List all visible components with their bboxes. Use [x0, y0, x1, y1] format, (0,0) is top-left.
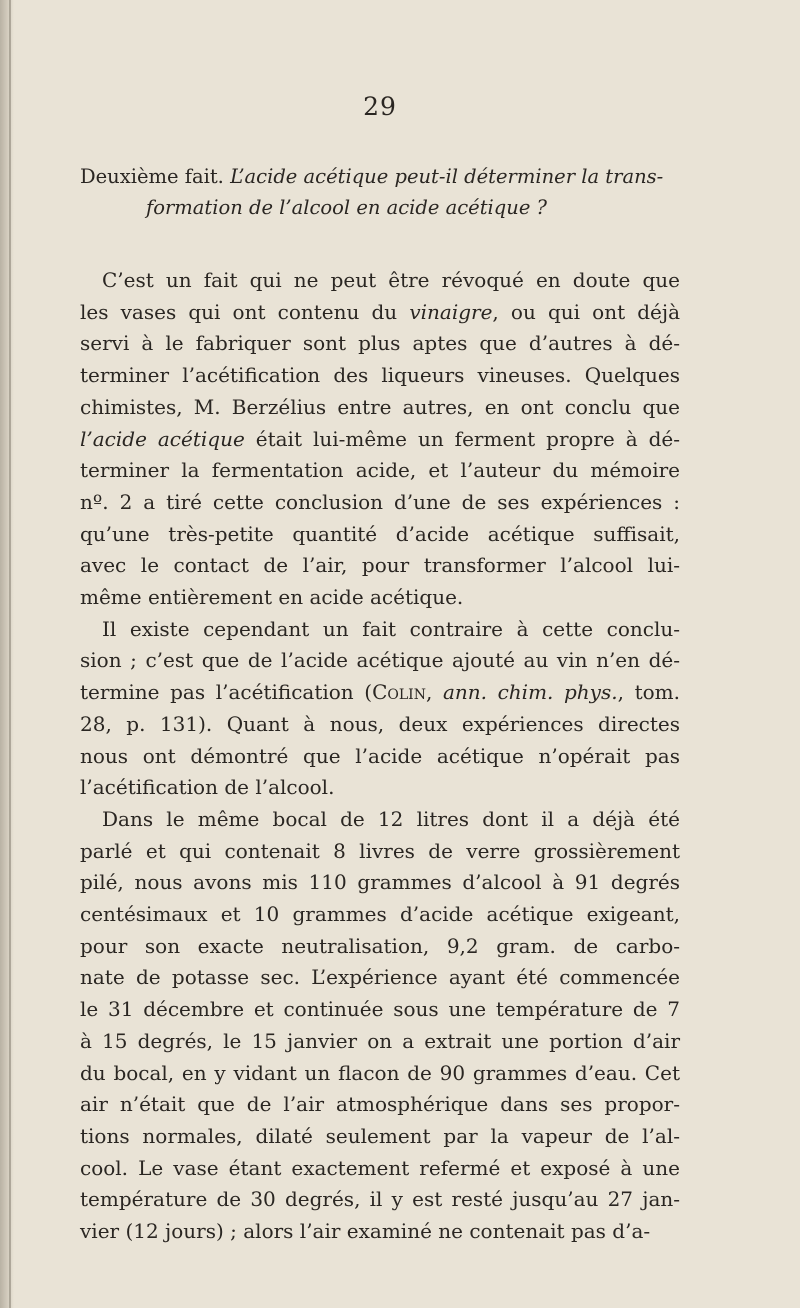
text-line	[80, 1058, 680, 1090]
text-segment: les vases qui ont contenu du	[80, 299, 410, 324]
text-segment: nate de potasse sec. L’expérience ayant été commencée	[80, 965, 680, 990]
text-segment: nº. 2 a tiré cette conclusion d’une de ses expériences :	[80, 489, 680, 514]
paragraph	[80, 804, 680, 1248]
section-heading	[80, 161, 680, 223]
binding-edge	[9, 0, 11, 1308]
text-line	[80, 804, 680, 836]
text-segment: 28, p. 131). Quant à nous, deux expériences directes	[80, 711, 680, 736]
text-segment: servi à le fabriquer sont plus aptes que d’autres à dé-	[80, 331, 680, 356]
text-line	[80, 741, 680, 773]
text-line	[80, 328, 680, 360]
paragraph	[80, 265, 680, 614]
text-segment: vier (12 jours) ; alors l’air examiné ne contenait pas d’a-	[80, 1219, 651, 1244]
text-line	[80, 1026, 680, 1058]
text-segment: avec le contact de l’air, pour transformer l’alcool lui-	[80, 553, 680, 578]
text-line	[80, 297, 680, 329]
italic-text: ann. chim. phys.	[442, 680, 618, 705]
text-line	[80, 487, 680, 519]
text-segment: à 15 degrés, le 15 janvier on a extrait une portion d’air	[80, 1028, 680, 1053]
small-caps-text: Colin	[372, 680, 426, 705]
text-line	[80, 519, 680, 551]
heading-title-line1: L’acide acétique peut-il déterminer la trans-	[230, 165, 664, 188]
text-line	[80, 265, 680, 297]
text-line	[80, 424, 680, 456]
italic-text: vinaigre	[409, 299, 493, 324]
text-segment: , tom.	[617, 680, 680, 705]
text-segment: air n’était que de l’air atmosphérique dans ses propor-	[80, 1092, 680, 1117]
text-line	[80, 1089, 680, 1121]
text-segment: parlé et qui contenait 8 livres de verre grossièrement	[80, 838, 680, 863]
text-segment: même entièrement en acide acétique.	[80, 585, 464, 610]
text-segment: terminer l’acétification des liqueurs vineuses. Quelques	[80, 363, 680, 388]
text-line	[80, 645, 680, 677]
text-segment: cool. Le vase étant exactement refermé et exposé à une	[80, 1155, 680, 1180]
text-segment: le 31 décembre et continuée sous une température de 7	[80, 997, 680, 1022]
text-segment: tions normales, dilaté seulement par la vapeur de l’al-	[80, 1123, 680, 1148]
text-segment: ,	[425, 680, 443, 705]
text-line	[80, 1184, 680, 1216]
text-segment: termine pas l’acétification (	[80, 680, 373, 705]
text-segment: centésimaux et 10 grammes d’acide acétique exigeant,	[80, 902, 680, 927]
text-line	[80, 931, 680, 963]
text-line	[80, 392, 680, 424]
text-line	[80, 962, 680, 994]
text-segment: l’acétification de l’alcool.	[80, 775, 335, 800]
text-line	[80, 1121, 680, 1153]
text-line	[80, 709, 680, 741]
page-number: 29	[363, 92, 397, 121]
page-gutter-shadow	[0, 0, 14, 1308]
text-line	[80, 772, 680, 804]
text-segment: sion ; c’est que de l’acide acétique ajouté au vin n’en dé-	[80, 648, 680, 673]
body-text	[80, 265, 680, 1248]
text-line	[80, 836, 680, 868]
text-segment: pour son exacte neutralisation, 9,2 gram. de carbo-	[80, 933, 680, 958]
text-segment: pilé, nous avons mis 110 grammes d’alcool à 91 degrés	[80, 870, 680, 895]
book-page	[80, 92, 680, 1248]
text-segment: du bocal, en y vidant un flacon de 90 grammes d’eau. Cet	[80, 1060, 680, 1085]
text-line	[80, 1216, 680, 1248]
text-segment: nous ont démontré que l’acide acétique n’opérait pas	[80, 743, 680, 768]
text-line	[80, 1153, 680, 1185]
text-segment: température de 30 degrés, il y est resté jusqu’au 27 jan-	[80, 1187, 680, 1212]
text-segment: terminer la fermentation acide, et l’auteur du mémoire	[80, 458, 680, 483]
text-line	[80, 360, 680, 392]
text-line	[80, 614, 680, 646]
text-line	[80, 867, 680, 899]
text-segment: Dans le même bocal de 12 litres dont il a déjà été	[102, 806, 680, 831]
text-line	[80, 677, 680, 709]
italic-text: l’acide acétique	[80, 426, 245, 451]
text-segment: , ou qui ont déjà	[492, 299, 680, 324]
text-line	[80, 455, 680, 487]
text-line	[80, 550, 680, 582]
text-segment: était lui-même un ferment propre à dé-	[244, 426, 681, 451]
heading-title-line2: formation de l’alcool en acide acétique ?	[146, 196, 548, 219]
text-line	[80, 994, 680, 1026]
text-segment: C’est un fait qui ne peut être révoqué en doute que	[102, 268, 680, 292]
text-line	[80, 582, 680, 614]
heading-lead: Deuxième fait.	[80, 165, 224, 188]
paragraph	[80, 614, 680, 804]
text-segment: chimistes, M. Berzélius entre autres, en ont conclu que	[80, 394, 680, 419]
text-line	[80, 899, 680, 931]
text-segment: Il existe cependant un fait contraire à cette conclu-	[102, 616, 680, 641]
text-segment: qu’une très-petite quantité d’acide acétique suffisait,	[80, 521, 680, 546]
